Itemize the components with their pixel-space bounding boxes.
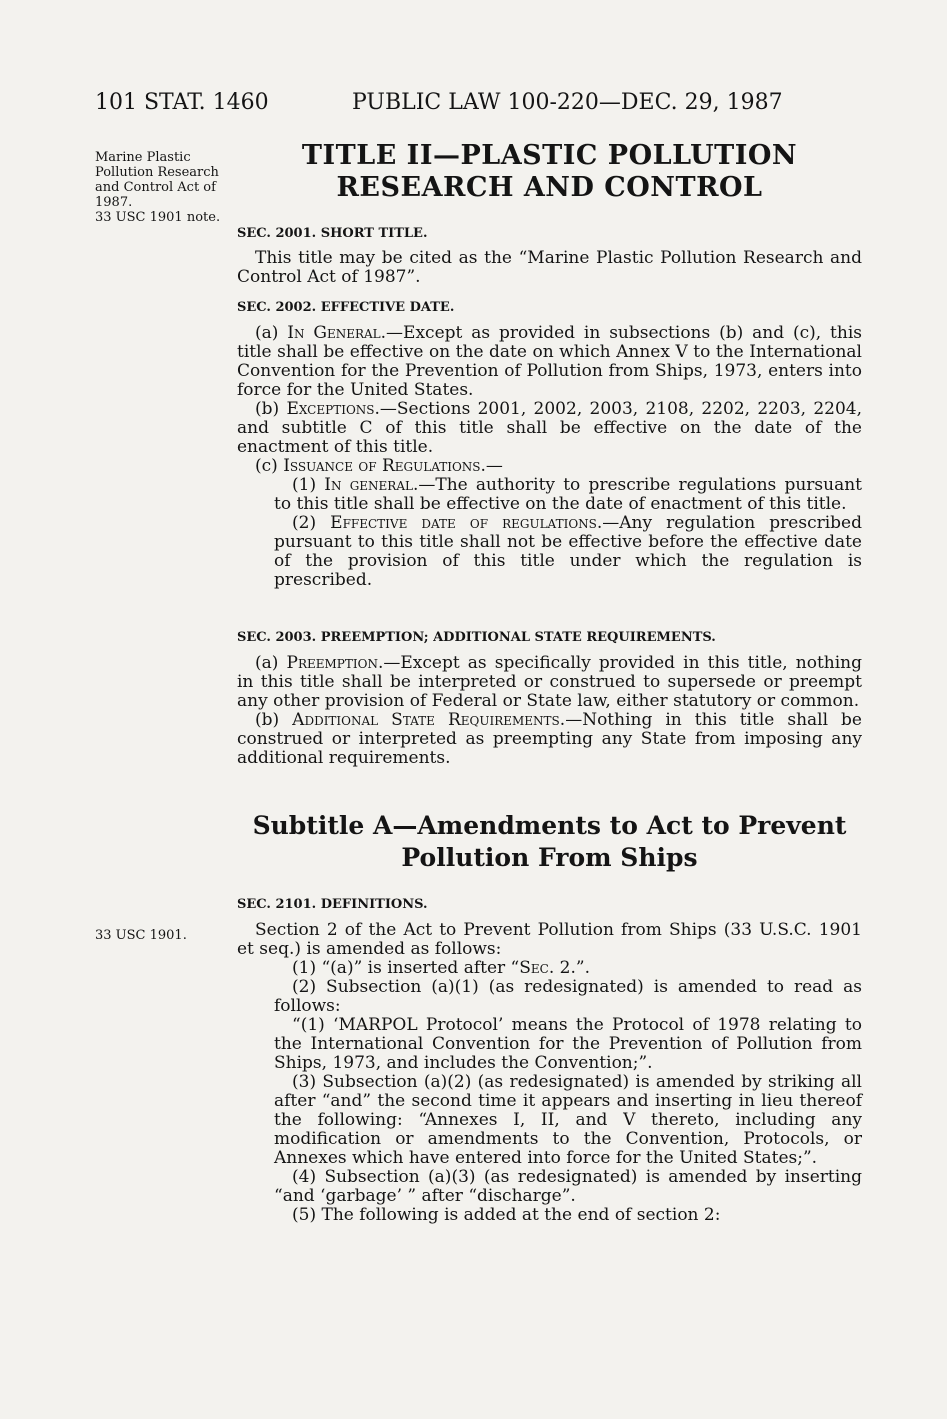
sec-2002-c2: [237, 514, 862, 590]
subsection-heading: In General.: [287, 323, 387, 343]
stat-citation: 101 STAT. 1460: [95, 90, 269, 115]
label: (b): [255, 399, 287, 419]
sec-2101-item-1: [237, 959, 862, 978]
paragraph-text: —Any regulation prescribed pursuant to this title shall not be effective before the effective date of the provision of this title under which the regulation is prescribed.: [274, 513, 862, 590]
item-sc: Sec.: [519, 958, 555, 978]
margin-note-short-title: [95, 150, 225, 225]
paragraph-heading: In general.: [324, 475, 419, 495]
title-line-2: RESEARCH AND CONTROL: [336, 172, 763, 203]
sec-2002-c: [237, 457, 862, 476]
subtitle-line-2: Pollution From Ships: [401, 843, 698, 872]
title-heading: [237, 140, 862, 204]
item-text-end: 2.”.: [554, 958, 590, 978]
sec-2002-b: [237, 400, 862, 457]
subsection-heading: Issuance of Regulations.: [283, 456, 486, 476]
sec-2101-block: [237, 897, 862, 1225]
public-law-header: PUBLIC LAW 100-220—DEC. 29, 1987: [352, 90, 783, 115]
sec-2002-a: [237, 324, 862, 400]
subtitle-heading: [237, 810, 862, 874]
sec-2002-block: [237, 300, 862, 590]
sec-2001-heading: SEC. 2001. SHORT TITLE.: [237, 226, 428, 241]
subsection-text: —Except as provided in subsections (b) and (c), this title shall be effective on the date on which Annex V to the International Convention for the Prevention of Pollution from Ships, 1973, enters into force for the United States.: [237, 323, 862, 400]
title-line-1: TITLE II—PLASTIC POLLUTION: [301, 140, 798, 171]
sec-2101-item-5: (5) The following is added at the end of section 2:: [292, 1205, 721, 1225]
sec-2101-intro: Section 2 of the Act to Prevent Pollution from Ships (33 U.S.C. 1901 et seq.) is amended as follows:: [237, 920, 862, 959]
sec-2001-text: This title may be cited as the “Marine Plastic Pollution Research and Control Act of 1987”.: [237, 248, 862, 287]
sec-2003-block: [237, 630, 862, 768]
sec-2003-heading: SEC. 2003. PREEMPTION; ADDITIONAL STATE REQUIREMENTS.: [237, 630, 716, 645]
sec-2003-a: [237, 654, 862, 711]
margin-note-act-name: Marine Plastic Pollution Research and Control Act of 1987.: [95, 150, 219, 210]
label: (b): [255, 710, 293, 730]
subsection-text: —Nothing in this title shall be construed or interpreted as preempting any State from imposing any additional requirements.: [237, 710, 862, 768]
label: (c): [255, 456, 284, 476]
subsection-text: —: [485, 456, 503, 476]
sec-2101-heading: SEC. 2101. DEFINITIONS.: [237, 897, 428, 912]
sec-2002-heading: SEC. 2002. EFFECTIVE DATE.: [237, 300, 455, 315]
subsection-text: —Except as specifically provided in this title, nothing in this title shall be interpreted or construed to supersede or preempt any other provision of Federal or State law, either statutory or common.: [237, 653, 863, 711]
paragraph-heading: Effective date of regulations.: [330, 513, 603, 533]
label: (a): [255, 653, 287, 673]
sec-2101-item-4: (4) Subsection (a)(3) (as redesignated) is amended by inserting “and ‘garbage’ ” after “discharge”.: [274, 1167, 862, 1206]
subsection-text: —Sections 2001, 2002, 2003, 2108, 2202, 2203, 2204, and subtitle C of this title shall be effective on the date of the enactment of this title.: [237, 399, 862, 457]
label: (a): [255, 323, 288, 343]
subsection-heading: Exceptions.: [286, 399, 380, 419]
sec-2002-c1: [237, 476, 862, 514]
margin-note-usc: 33 USC 1901 note.: [95, 210, 221, 225]
subsection-heading: Additional State Requirements.: [292, 710, 566, 730]
sec-2003-b: [237, 711, 862, 768]
sec-2101-item-2-quote: “(1) ‘MARPOL Protocol’ means the Protocol of 1978 relating to the International Convention for the Prevention of Pollution from Ships, 1973, and includes the Convention;”.: [274, 1015, 862, 1073]
subtitle-line-1: Subtitle A—Amendments to Act to Prevent: [252, 811, 847, 840]
subsection-heading: Preemption.: [286, 653, 384, 673]
margin-note-definitions: 33 USC 1901.: [95, 928, 187, 943]
label: (2): [292, 513, 331, 533]
item-text: (1) “(a)” is inserted after “: [292, 958, 520, 978]
page-header: [95, 90, 865, 120]
sec-2101-item-2: (2) Subsection (a)(1) (as redesignated) is amended to read as follows:: [274, 977, 862, 1016]
label: (1): [292, 475, 325, 495]
sec-2101-item-3: (3) Subsection (a)(2) (as redesignated) is amended by striking all after “and” the second time it appears and inserting in lieu thereof the following: “Annexes I, II, and V thereto, including any modification or amendments to the Convention, Protocols, or Annexes which have entered into force for the United States;”.: [274, 1072, 862, 1168]
paragraph-text: —The authority to prescribe regulations pursuant to this title shall be effective on the date of enactment of this title.: [274, 475, 862, 514]
sec-2001-block: [237, 226, 862, 287]
